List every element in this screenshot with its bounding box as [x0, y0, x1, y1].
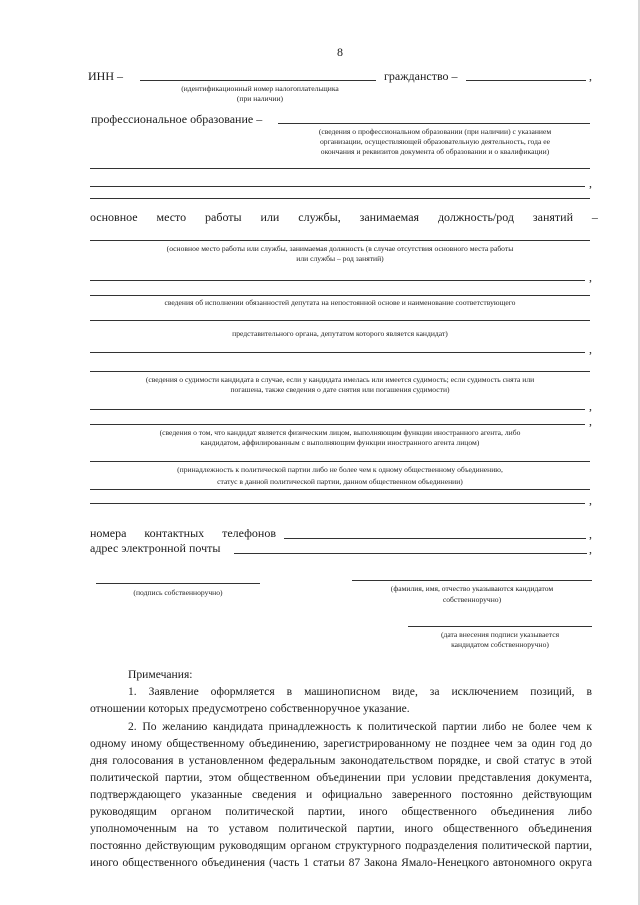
- inn-caption-1: (идентификационный номер налогоплательщика: [181, 84, 339, 93]
- deputy-line: [90, 295, 590, 296]
- inn-label: ИНН –: [88, 69, 123, 83]
- deputy-caption-1: сведения об исполнении обязанностей депутата на непостоянной основе и наименование соответствующего: [164, 298, 516, 307]
- work-label-word: –: [591, 210, 598, 224]
- notes-heading: Примечания:: [128, 668, 193, 681]
- deputy-caption-2: представительного органа, депутатом которого является кандидат): [232, 329, 448, 338]
- date-line: [408, 626, 592, 627]
- page-number: 8: [337, 45, 343, 59]
- comma: ,: [589, 270, 592, 284]
- email-label: адрес электронной почты: [90, 541, 221, 555]
- work-label-word: основное: [90, 210, 138, 224]
- education-line-4: [90, 198, 590, 199]
- work-label: [90, 210, 598, 225]
- date-caption-1: (дата внесения подписи указывается: [440, 630, 560, 639]
- fullname-caption-1: (фамилия, имя, отчество указываются кандидатом: [390, 584, 554, 593]
- deputy-line-3: [90, 352, 585, 353]
- phone-label-word: контактных: [144, 526, 205, 540]
- phone-line: [284, 538, 586, 539]
- comma: ,: [589, 414, 592, 428]
- note2-line: 2. По желанию кандидата принадлежность к политической партии либо не более чем к: [128, 720, 592, 733]
- note2-line: руководящим органом политической партии, иного общественного объединения либо: [90, 805, 592, 818]
- work-line-2: [90, 280, 585, 281]
- note2-line: политической партии, этом общественном объединении при условии представления документа,: [90, 771, 592, 784]
- signature-line: [96, 583, 260, 584]
- party-caption-1: (принадлежность к политической партии либо не более чем к одному общественному объединению,: [177, 465, 503, 474]
- signature-caption: (подпись собственноручно): [133, 588, 223, 597]
- inn-line: [140, 80, 376, 81]
- education-caption-2: организации, осуществляющей образовательную деятельность, года ее: [320, 137, 550, 146]
- fullname-caption-2: собственноручно): [442, 595, 502, 604]
- work-label-word: занятий: [532, 210, 574, 224]
- education-caption-1: (сведения о профессиональном образовании (при наличии) с указанием: [318, 127, 552, 136]
- party-line: [90, 461, 590, 462]
- conviction-line-2: [90, 409, 585, 410]
- work-label-word: занимаемая: [359, 210, 420, 224]
- education-line-3: [90, 186, 585, 187]
- comma: ,: [589, 493, 592, 507]
- citizenship-line: [466, 80, 586, 81]
- party-line-2: [90, 489, 590, 490]
- education-label: профессиональное образование –: [91, 112, 263, 126]
- note2-line: одному иному общественному объединению, зарегистрированному не позднее чем за один год до: [90, 737, 592, 750]
- work-label-word: или: [260, 210, 280, 224]
- email-line: [234, 553, 587, 554]
- note2-line: дня голосования в установленном федеральным законодательством порядке, и свой статус в этой: [90, 754, 592, 767]
- education-line-2: [90, 168, 590, 169]
- foreign-agent-line: [90, 424, 585, 425]
- work-label-word: работы: [205, 210, 242, 224]
- foreign-agent-caption-2: кандидатом, аффилированным с выполняющим функции иностранного агента лицом): [200, 438, 480, 447]
- work-label-word: должность/род: [437, 210, 515, 224]
- comma: ,: [589, 399, 592, 413]
- note2-line: постоянно действующим руководящим органом структурного подразделения политической партии,: [90, 839, 592, 852]
- conviction-caption-2: погашена, также сведения о дате снятия или погашения судимости): [230, 385, 450, 394]
- comma: ,: [589, 176, 592, 190]
- fullname-line: [352, 580, 592, 581]
- note1-line2: отношении которых предусмотрено собственноручное указание.: [90, 702, 410, 715]
- conviction-line: [90, 371, 590, 372]
- note2-line: уполномоченным на то уставом политической партии, иного общественного объединения: [90, 822, 592, 835]
- conviction-caption-1: (сведения о судимости кандидата в случае, если у кандидата имелась или имеется судимость; если судимость снята или: [145, 375, 535, 384]
- comma: ,: [589, 542, 592, 556]
- note2-line: подтверждающего указанные сведения и официально заверенного постоянно действующим: [90, 788, 592, 801]
- phone-label: [90, 526, 276, 541]
- comma: ,: [589, 69, 592, 83]
- phone-label-word: телефонов: [222, 526, 276, 540]
- citizenship-label: гражданство –: [384, 69, 458, 83]
- work-label-word: место: [156, 210, 187, 224]
- education-caption-3: окончания и реквизитов документа об образовании и о квалификации): [320, 147, 550, 156]
- work-caption-1: (основное место работы или службы, занимаемая должность (в случае отсутствия основного места работы: [166, 244, 514, 253]
- party-line-3: [90, 503, 585, 504]
- work-caption-2: или службы – род занятий): [296, 254, 384, 263]
- work-line: [90, 240, 590, 241]
- inn-caption-2: (при наличии): [236, 94, 284, 103]
- comma: ,: [589, 342, 592, 356]
- note2-line: иного общественного объединения (часть 1 статьи 87 Закона Ямало-Ненецкого автономного округа: [90, 856, 592, 869]
- education-line: [278, 123, 590, 124]
- foreign-agent-caption-1: (сведения о том, что кандидат является физическим лицом, выполняющим функции иностранного агента, либо: [159, 428, 521, 437]
- deputy-line-2: [90, 320, 590, 321]
- work-label-word: службы,: [298, 210, 341, 224]
- comma: ,: [589, 527, 592, 541]
- note1-line1: 1. Заявление оформляется в машинописном виде, за исключением позиций, в: [128, 685, 592, 698]
- phone-label-word: номера: [90, 526, 127, 540]
- party-caption-2: статус в данной политической партии, данном общественном объединении): [217, 477, 463, 486]
- date-caption-2: кандидатом собственноручно): [451, 640, 549, 649]
